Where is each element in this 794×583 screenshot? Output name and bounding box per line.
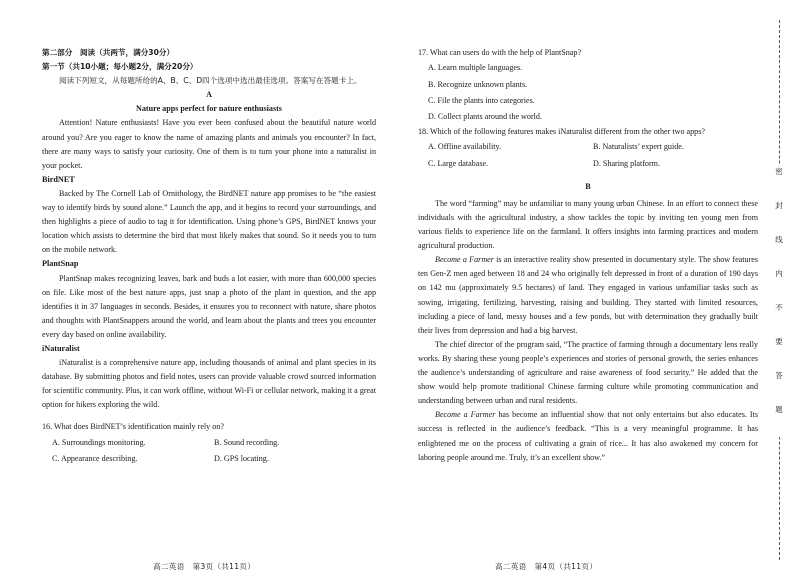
- passage-b-letter: B: [585, 181, 591, 191]
- section-heading: 第二部分 阅读（共两节，满分30分）: [42, 48, 175, 57]
- question-17: 17. What can users do with the help of PlantSnap?: [418, 48, 582, 57]
- right-column: [418, 46, 758, 465]
- app-heading-plantsnap: PlantSnap: [42, 259, 79, 269]
- option-18a: A. Offline availability.: [428, 142, 502, 152]
- right-page: [400, 0, 765, 583]
- app-heading-birdnet: BirdNET: [42, 174, 75, 184]
- binding-margin: [765, 0, 794, 583]
- seal-char: 要: [775, 335, 783, 369]
- seal-char: 封: [775, 199, 783, 233]
- instructions: 阅读下列短文，从每题所给的A、B、C、D四个选项中选出最佳选项。答案写在答题卡上。: [59, 76, 362, 86]
- app-heading-inaturalist: iNaturalist: [42, 343, 80, 353]
- question-16-options: [52, 435, 376, 467]
- passage-b-paragraph-1: The word “farming” may be unfamiliar to many young urban Chinese. In an effort to connect these individuals with the agricultural industry, a show tackles the topic by inviting ten young men from various fields to experience life on the farmland. It offers insights into farming practices and modern agricultural production.: [418, 198, 758, 251]
- question-18: 18. Which of the following features makes iNaturalist different from the other two apps?: [418, 127, 705, 137]
- app-text-inaturalist: iNaturalist is a comprehensive nature app, including thousands of animal and plant species in its database. By submitting photos and field notes, users can provide valuable crowd sourced information for scientific community. Plus, it can work offline, without Wi-Fi or cellular network, making it a great option for hikers exploring the wild.: [42, 358, 376, 410]
- seal-char: 答: [775, 369, 783, 403]
- passage-b-paragraph-3: The chief director of the program said, “The practice of farming through a documentary lens really works. By sharing these young people’s experiences and stories of personal growth, the series enhances the audience’s understanding of agriculture and raise awareness of food security.” He added that the show would help promote traditional Chinese farming culture while promoting communication and understanding between urban and rural residents.: [418, 339, 758, 406]
- seal-char: 内: [775, 267, 783, 301]
- passage-a-letter: A: [206, 90, 212, 100]
- show-title: Become a Farmer: [435, 410, 496, 420]
- left-page-footer: 高二英语 第3页（共11页）: [153, 562, 256, 571]
- option-17b: B. Recognize unknown plants.: [428, 79, 528, 89]
- option-16d: D. GPS locating.: [214, 453, 269, 463]
- app-text-birdnet: Backed by The Cornell Lab of Ornithology, the BirdNET nature app promises to be “the easiest way to identify birds by sound alone.” Launch the app, and it begins to record your surroundings, and then highlights a piece of audio to tag it for identification. Using phone’s GPS, BirdNET knows your location which assists to determine the bird that most likely makes that sound. So it needs you to turn on the mobile network.: [42, 188, 376, 255]
- option-17a: A. Learn multiple languages.: [428, 63, 523, 73]
- subsection-heading: 第一节（共10小题；每小题2分，满分20分）: [42, 62, 198, 72]
- option-17d: D. Collect plants around the world.: [428, 111, 542, 121]
- option-17c: C. File the plants into categories.: [428, 95, 535, 105]
- paragraph-2-body: is an interactive reality show presented in documentary style. The show features ten Gen-Z men aged between 18 and 24 who originally felt depressed in front of a duration of 190 days on 142 mu (approximately 9.5 hectares) of land. They engaged in various unfamiliar tasks such as sowing, irrigating, fertilizing, harvesting, raising and building. They started with limited resources, including a piece of land, messy houses and a few ponds, but with determination they gradually built their lives from depression and had a big harvest.: [418, 255, 759, 335]
- option-16b: B. Sound recording.: [214, 437, 280, 447]
- passage-b-paragraph-4: [418, 408, 758, 464]
- passage-a-title: Nature apps perfect for nature enthusiasts: [136, 104, 282, 114]
- question-17-options: [428, 60, 758, 125]
- passage-b-paragraph-2: [418, 253, 758, 338]
- seal-char: 不: [775, 301, 783, 335]
- show-title: Become a Farmer: [435, 255, 494, 265]
- paragraph-4-body: has become an influential show that not only entertains but also educates. Its success is reflected in the audience’s feedback. “This is a very meaningful programme. It has enlightened me on the process of cultivating a grain of rice... It has also awakened my concern for laboring people around me. Truly, it’s an excellent show.”: [418, 410, 758, 462]
- option-18b: B. Naturalists’ expert guide.: [593, 142, 684, 152]
- seal-char: 密: [775, 165, 783, 199]
- app-text-plantsnap: PlantSnap makes recognizing leaves, bark and buds a lot easier, with more than 600,000 species on file. Like most of the best nature apps, just snap a photo of the plant in question, and the app identifies it in 37 languages in seconds. Besides, it ensures you to reconnect with nature, share photos and thoughts with PlantSnappers around the world, and learn about the plants and trees you encounter every day based on online availability.: [42, 273, 376, 339]
- right-page-footer: 高二英语 第4页（共11页）: [495, 562, 598, 571]
- left-column: [42, 46, 376, 467]
- option-16c: C. Appearance describing.: [52, 453, 138, 463]
- passage-a-intro: Attention! Nature enthusiasts! Have you ever been confused about the beautiful nature world around you? Are you eager to know the name of amazing plants and animals you encounter? In fact, there are many ways to satisfy your curiosity. One of them is to turn your phone into a naturalist in your pocket.: [42, 118, 376, 170]
- question-16: 16. What does BirdNET’s identification mainly rely on?: [42, 422, 224, 432]
- seal-line-notice: [769, 165, 789, 437]
- option-16a: A. Surroundings monitoring.: [52, 437, 146, 447]
- option-18d: D. Sharing platform.: [593, 158, 660, 168]
- option-18c: C. Large database.: [428, 158, 489, 168]
- question-18-options: [428, 139, 758, 171]
- seal-char: 题: [775, 403, 783, 437]
- seal-char: 线: [775, 233, 783, 267]
